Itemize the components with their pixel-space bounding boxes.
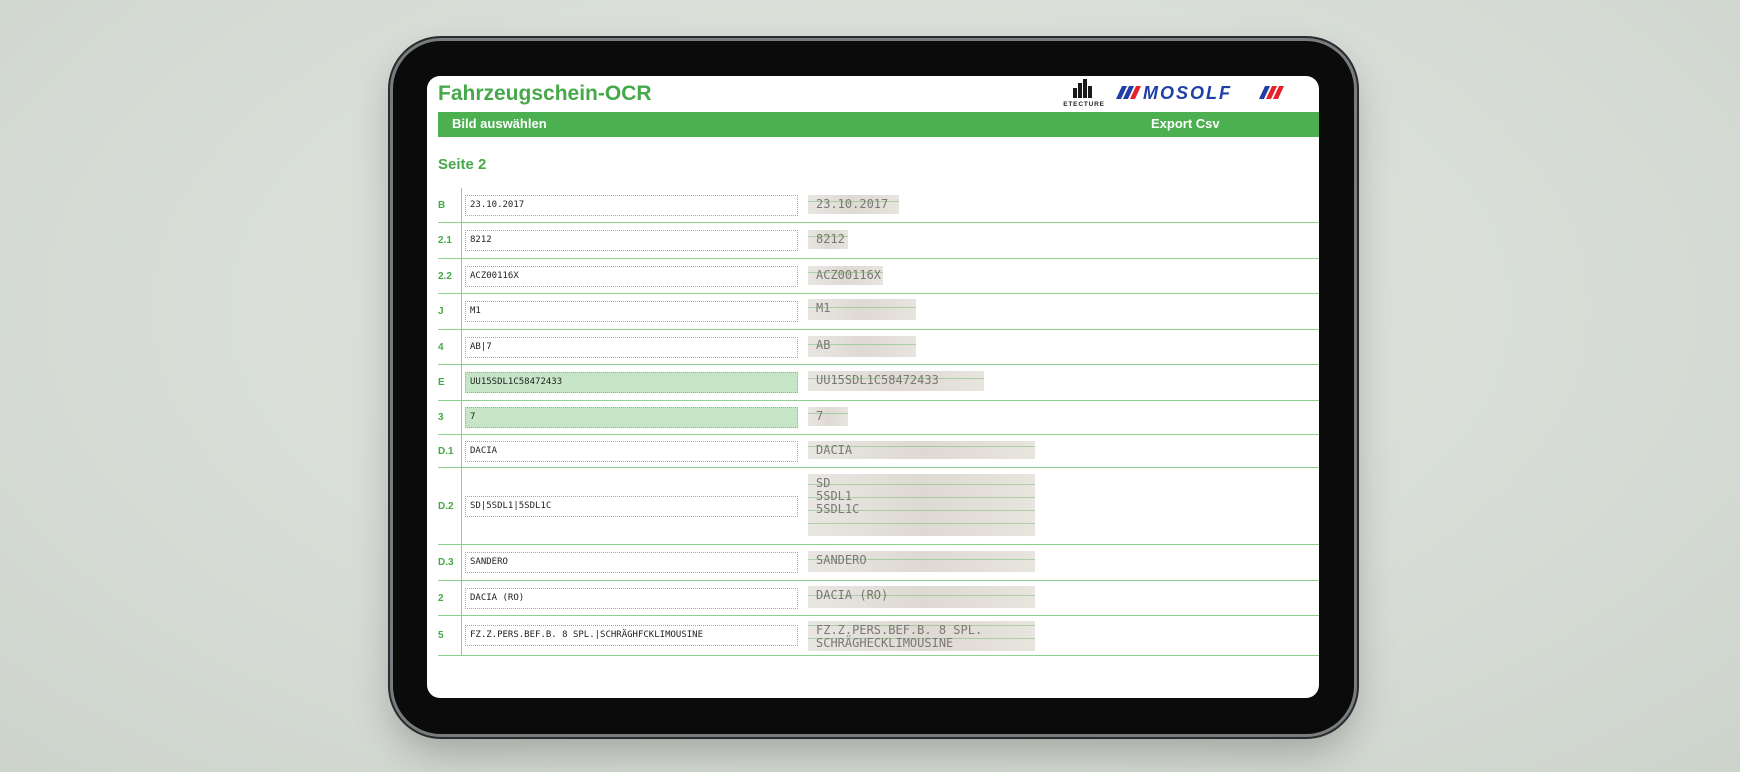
etecture-logo-text: ETECTURE [1063, 101, 1105, 108]
scan-snippet-image: DACIA (RO) [808, 586, 1035, 608]
field-row [438, 401, 1319, 435]
field-row [438, 435, 1319, 468]
field-value-input[interactable]: DACIA [465, 441, 798, 462]
field-label: 4 [438, 341, 444, 353]
scan-snippet-image: SD 5SDL1 5SDL1C [808, 474, 1035, 536]
field-label: B [438, 199, 446, 211]
ocr-field-list [438, 188, 1319, 656]
row-divider [461, 401, 462, 434]
row-divider [461, 365, 462, 400]
scan-snippet-image: 23.10.2017 [808, 195, 899, 214]
field-value-input[interactable]: 8212 [465, 230, 798, 251]
row-divider [461, 581, 462, 615]
field-label: D.3 [438, 557, 454, 568]
field-row [438, 616, 1319, 656]
field-value-input[interactable]: 7 [465, 407, 798, 428]
row-divider [461, 330, 462, 364]
field-label: 5 [438, 630, 444, 641]
mosolf-logo [1116, 85, 1296, 103]
scan-snippet-image: FZ.Z.PERS.BEF.B. 8 SPL. SCHRÄGHECKLIMOUSINE [808, 621, 1035, 651]
field-value-input[interactable]: 23.10.2017 [465, 195, 798, 216]
etecture-logo [1062, 79, 1106, 109]
field-value-input[interactable]: AB|7 [465, 337, 798, 358]
field-value-input[interactable]: UU15SDL1C58472433 [465, 372, 798, 393]
row-divider [461, 294, 462, 329]
field-label: 2 [438, 592, 444, 604]
row-divider [461, 616, 462, 655]
tablet-top-button-1 [470, 37, 506, 40]
row-divider [461, 223, 462, 258]
field-value-input[interactable]: FZ.Z.PERS.BEF.B. 8 SPL.|SCHRÄGHFCKLIMOUSINE [465, 625, 798, 646]
field-value-input[interactable]: DACIA (RO) [465, 588, 798, 609]
scan-snippet-image: UU15SDL1C58472433 [808, 371, 984, 391]
export-csv-button[interactable]: Export Csv [1151, 116, 1220, 131]
field-label: D.1 [438, 445, 454, 457]
row-divider [461, 435, 462, 467]
field-value-input[interactable]: SANDERO [465, 552, 798, 573]
field-row [438, 223, 1319, 259]
scan-snippet-image: AB [808, 336, 916, 357]
scan-snippet-image: SANDERO [808, 551, 1035, 572]
scan-snippet-image: ACZ00116X [808, 266, 883, 285]
field-row [438, 188, 1319, 223]
field-value-input[interactable]: M1 [465, 301, 798, 322]
app-header [427, 76, 1319, 112]
field-row [438, 581, 1319, 616]
scan-snippet-image: DACIA [808, 441, 1035, 459]
row-divider [461, 259, 462, 293]
field-value-input[interactable]: ACZ00116X [465, 266, 798, 287]
field-value-input[interactable]: SD|5SDL1|5SDL1C [465, 496, 798, 517]
scan-snippet-image: 8212 [808, 230, 848, 249]
app-screen [427, 76, 1319, 698]
field-label: J [438, 306, 444, 317]
field-label: D.2 [438, 500, 454, 512]
row-divider [461, 545, 462, 580]
field-label: E [438, 377, 445, 388]
toolbar [438, 112, 1319, 137]
field-label: 2.1 [438, 235, 452, 246]
page-heading: Seite 2 [438, 156, 487, 173]
field-row [438, 294, 1319, 330]
etecture-logo-icon [1073, 79, 1095, 98]
mosolf-logo-text: MOSOLF [1143, 83, 1232, 103]
field-row [438, 468, 1319, 545]
tablet-top-button-2 [522, 37, 558, 40]
field-label: 3 [438, 412, 444, 423]
select-image-button[interactable]: Bild auswählen [452, 116, 547, 131]
field-row [438, 330, 1319, 365]
row-divider [461, 188, 462, 222]
row-divider [461, 468, 462, 544]
field-row [438, 259, 1319, 294]
app-title: Fahrzeugschein-OCR [438, 82, 652, 105]
field-row [438, 545, 1319, 581]
field-label: 2.2 [438, 270, 452, 282]
scan-snippet-image: 7 [808, 407, 848, 426]
scan-snippet-image: M1 [808, 299, 916, 320]
field-row [438, 365, 1319, 401]
